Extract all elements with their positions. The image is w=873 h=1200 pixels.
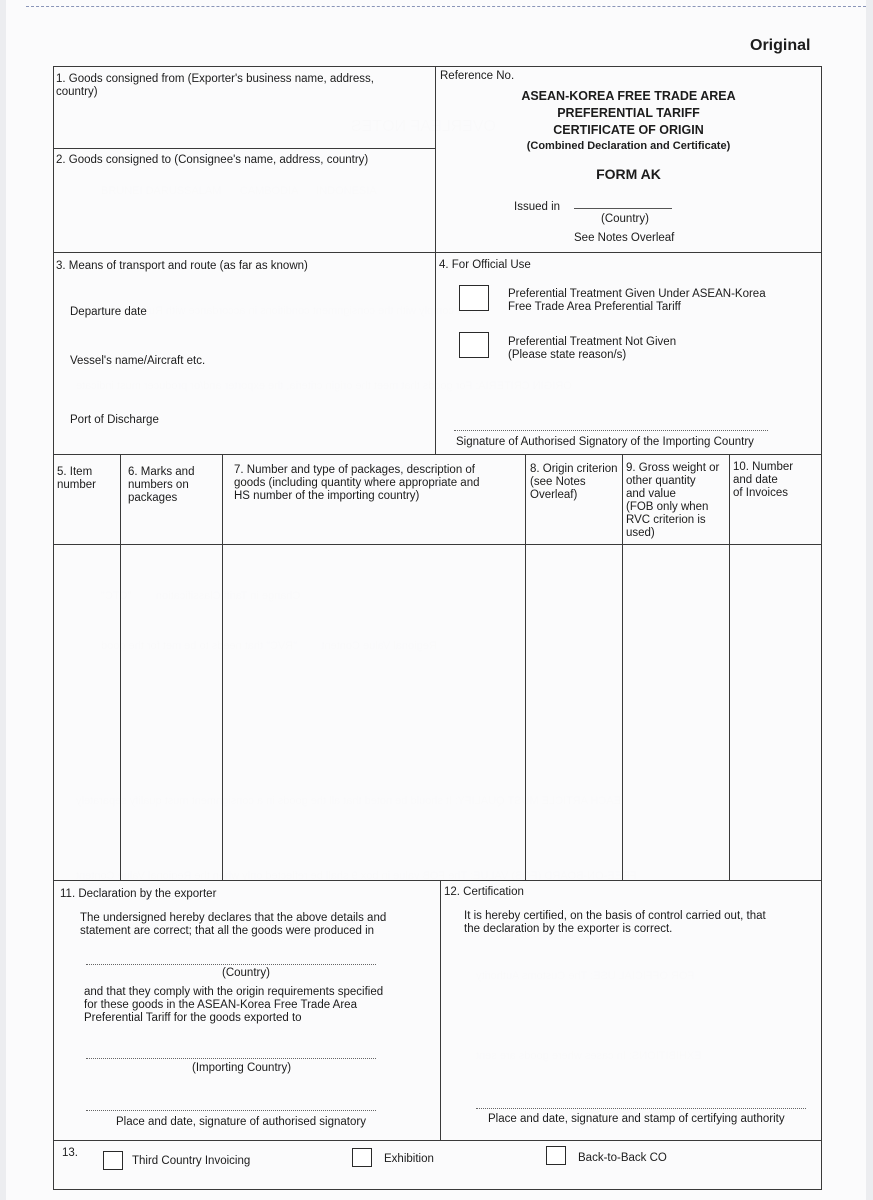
col-marks-header: 6. Marks and numbers on packages	[128, 466, 195, 504]
frame-bottom	[53, 1189, 822, 1190]
origin-criterion-cell[interactable]	[526, 546, 621, 878]
top-perforation	[26, 6, 866, 7]
box13-label: 13.	[62, 1147, 78, 1159]
certificate-sheet	[6, 0, 866, 1200]
treatment-given-line-2: Free Trade Area Preferential Tariff	[508, 301, 681, 313]
port-of-discharge-label: Port of Discharge	[70, 414, 159, 426]
back-to-back-co-label: Back-to-Back CO	[578, 1152, 667, 1164]
reference-no-label: Reference No.	[440, 70, 515, 82]
exhibition-checkbox[interactable]	[352, 1148, 372, 1167]
vessel-name-label: Vessel's name/Aircraft etc.	[70, 355, 206, 367]
col-origin-criterion-header: 8. Origin criterion (see Notes Overleaf)	[530, 463, 618, 501]
importing-country-line	[86, 1058, 376, 1059]
invoices-cell[interactable]	[730, 546, 820, 878]
box2-label: 2. Goods consigned to (Consignee's name, address, country)	[56, 154, 369, 166]
frame-top	[53, 66, 822, 67]
importing-signature-field[interactable]	[454, 400, 768, 430]
title-line-1: ASEAN-KOREA FREE TRADE AREA	[521, 89, 736, 103]
issued-in-label: Issued in	[514, 201, 561, 213]
marks-cell[interactable]	[121, 546, 221, 878]
importing-signature-caption: Signature of Authorised Signatory of the Importing Country	[456, 436, 754, 448]
item-number-cell[interactable]	[54, 546, 119, 878]
certifier-signature-caption: Place and date, signature and stamp of certifying authority	[488, 1113, 785, 1125]
treatment-given-text	[508, 288, 766, 314]
see-notes-overleaf: See Notes Overleaf	[574, 232, 675, 244]
form-name: FORM AK	[596, 166, 661, 182]
exporter-signature-field[interactable]	[86, 1090, 376, 1110]
issued-in-line	[574, 208, 672, 209]
certification-text: It is hereby certified, on the basis of control carried out, that the declaration by the exporter is correct.	[464, 910, 766, 935]
box3-label: 3. Means of transport and route (as far as known)	[56, 260, 308, 272]
goods-area-bottom	[53, 880, 822, 881]
treatment-given-checkbox[interactable]	[459, 285, 489, 311]
treatment-not-given-line-1: Preferential Treatment Not Given	[508, 336, 677, 348]
certifier-signature-field[interactable]	[476, 1060, 806, 1108]
box11-12-divider	[440, 880, 441, 1140]
third-country-invoicing-label: Third Country Invoicing	[132, 1155, 251, 1167]
back-to-back-co-checkbox[interactable]	[546, 1146, 566, 1165]
certificate-title	[436, 88, 821, 139]
exporter-signature-line	[86, 1110, 376, 1111]
importing-country-field[interactable]	[86, 1042, 376, 1058]
issued-in-field[interactable]	[574, 194, 672, 208]
copy-label: Original	[750, 37, 811, 54]
col-invoices-header: 10. Number and date of Invoices	[733, 461, 794, 499]
treatment-given-line-1: Preferential Treatment Given Under ASEAN-Korea	[508, 288, 766, 300]
frame-right	[821, 66, 822, 1190]
title-line-3: CERTIFICATE OF ORIGIN	[553, 123, 704, 137]
exporter-declaration-comply: and that they comply with the origin requirements specified for these goods in the ASEAN-Korea Free Trade Area Preferential Tariff for the goods exported to	[84, 986, 384, 1024]
port-of-discharge-field[interactable]	[176, 410, 426, 428]
departure-date-field[interactable]	[166, 302, 426, 320]
box2-bottom	[53, 252, 822, 253]
box1-bottom	[53, 148, 436, 149]
issued-in-country-caption: (Country)	[601, 213, 649, 225]
treatment-not-given-text	[508, 336, 676, 362]
importing-signature-line	[454, 430, 768, 431]
box11-bottom	[53, 1140, 822, 1141]
vessel-name-field[interactable]	[218, 351, 428, 369]
gross-weight-cell[interactable]	[623, 546, 728, 878]
reference-no-field[interactable]	[526, 68, 816, 84]
box12-label: 12. Certification	[444, 886, 524, 898]
produced-in-line	[86, 964, 376, 965]
col-description-header: 7. Number and type of packages, description of goods (including quantity where appropriate and HS number of the importing country)	[234, 464, 480, 502]
col-gross-weight-header: 9. Gross weight or other quantity and value (FOB only when RVC criterion is used)	[626, 462, 720, 539]
box3-bottom	[53, 454, 822, 455]
produced-in-country-caption: (Country)	[222, 967, 270, 979]
box2-consignee-field[interactable]	[54, 170, 434, 250]
box1-exporter-field[interactable]	[54, 95, 434, 145]
certificate-subtitle: (Combined Declaration and Certificate)	[526, 140, 731, 152]
third-country-invoicing-checkbox[interactable]	[103, 1151, 123, 1170]
title-line-2: PREFERENTIAL TARIFF	[557, 106, 700, 120]
departure-date-label: Departure date	[70, 306, 147, 318]
exporter-declaration-intro: The undersigned hereby declares that the above details and statement are correct; that all the goods were produced in	[80, 912, 387, 937]
columns-header-bottom	[53, 544, 822, 545]
produced-in-country-field[interactable]	[86, 948, 376, 964]
exporter-signature-caption: Place and date, signature of authorised signatory	[116, 1116, 366, 1128]
exhibition-label: Exhibition	[384, 1153, 434, 1165]
importing-country-caption: (Importing Country)	[192, 1062, 292, 1074]
description-cell[interactable]	[223, 546, 524, 878]
box11-label: 11. Declaration by the exporter	[60, 888, 217, 900]
col-item-number-header: 5. Item number	[57, 466, 96, 491]
certifier-signature-line	[476, 1108, 806, 1109]
box1-label: 1. Goods consigned from (Exporter's business name, address, country)	[56, 73, 374, 98]
box4-label: 4. For Official Use	[439, 259, 531, 271]
treatment-not-given-checkbox[interactable]	[459, 332, 489, 358]
treatment-not-given-line-2: (Please state reason/s)	[508, 349, 627, 361]
